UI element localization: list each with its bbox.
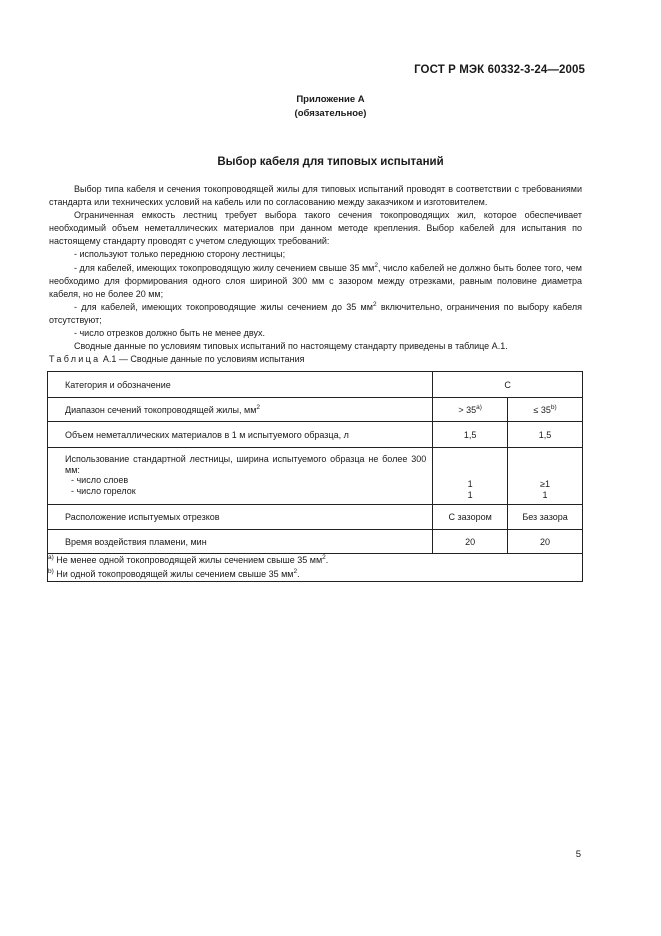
flame-time-label: Время воздействия пламени, мин	[48, 530, 433, 554]
table-row	[48, 398, 583, 422]
appendix-label: Приложение А	[296, 94, 365, 105]
volume-col2: 1,5	[508, 422, 583, 448]
flame-time-col2: 20	[508, 530, 583, 554]
paragraph: Ограниченная емкость лестниц требует выбора такого сечения токопроводящих жил, которое обеспечивает необходимый объем неметаллических материалов при данном методе крепления. Выбор кабелей для испытания по настоящему стандарту проводят с учетом следующих требований:	[49, 210, 582, 247]
table-notes	[48, 554, 583, 582]
text-segment: - для кабелей, имеющих токопроводящую жилу сечением свыше 35 мм	[74, 262, 375, 273]
superscript: 2	[374, 261, 378, 269]
burners-col2: 1	[542, 489, 548, 500]
flame-time-col1: 20	[433, 530, 508, 554]
table-caption	[49, 354, 305, 364]
footnote-b: $^{b)}$ Ни одной токопроводящей жилы сечением свыше 35 $мм^2$.	[48, 567, 300, 579]
section-title: Выбор кабеля для типовых испытаний	[217, 156, 444, 168]
cross-section-label: Диапазон сечений токопроводящей жилы, $мм^2$	[48, 398, 433, 422]
ladder-col1	[433, 448, 508, 505]
layers-col1: 1	[467, 479, 473, 489]
table-row	[48, 422, 583, 448]
table-row	[48, 372, 583, 398]
body-text	[49, 183, 582, 353]
superscript: 2	[372, 300, 377, 308]
volume-label: Объем неметаллических материалов в 1 м испытуемого образца, л	[48, 422, 433, 448]
text-segment: , число кабелей не должно быть более того, чем необходимо для формирования одного слоя шириной 300 мм с зазором между отрезками, равным половине диаметра кабеля, но не более 20 мм;	[49, 262, 582, 299]
list-item: - используют только переднюю сторону лестницы;	[74, 249, 286, 260]
text-segment: включительно, ограничения по выбору кабеля отсутствуют;	[49, 301, 582, 325]
category-label: Категория и обозначение	[48, 372, 433, 398]
table-caption-text: А.1 — Сводные данные по условиям испытания	[100, 354, 305, 364]
arrangement-col2: Без зазора	[508, 505, 583, 530]
cross-section-col2: ≤ $35^{b)}$	[508, 398, 583, 422]
table-caption-word: Таблица	[49, 354, 101, 364]
volume-col1: 1,5	[433, 422, 508, 448]
category-value: C	[433, 372, 583, 398]
arrangement-label: Расположение испытуемых отрезков	[48, 505, 433, 530]
burners-label: - число горелок	[71, 485, 136, 496]
cross-section-col1: > $35^{а)}$	[433, 398, 508, 422]
ladder-label	[48, 448, 433, 505]
appendix-status: (обязательное)	[294, 108, 367, 119]
page-number: 5	[575, 849, 581, 860]
ladder-description: Использование стандартной лестницы, ширина испытуемого образца не более 300 мм:	[65, 454, 427, 475]
text-segment: - для кабелей, имеющих токопроводящие жилы сечением до 35 мм	[74, 301, 373, 312]
layers-label: - число слоев	[71, 475, 129, 485]
table-row	[48, 530, 583, 554]
conditions-table	[47, 371, 583, 582]
ladder-col2	[508, 448, 583, 505]
paragraph: Сводные данные по условиям типовых испытаний по настоящему стандарту приведены в таблице А.1.	[74, 341, 508, 352]
list-item	[49, 301, 582, 327]
footnote-a: $^{а)}$ Не менее одной токопроводящей жилы сечением свыше 35 $мм^2$.	[48, 554, 329, 565]
paragraph: Выбор типа кабеля и сечения токопроводящей жилы для типовых испытаний проводят в соответствии с требованиями стандарта или технических условий на кабель или по согласованию между заказчиком и изготовителем.	[49, 184, 582, 208]
document-code: ГОСТ Р МЭК 60332-3-24—2005	[414, 64, 585, 76]
table-row	[48, 554, 583, 582]
list-item: - число отрезков должно быть не менее двух.	[74, 328, 265, 339]
table-row	[48, 448, 583, 505]
table-row	[48, 505, 583, 530]
list-item	[49, 262, 582, 301]
burners-col1: 1	[467, 489, 473, 500]
arrangement-col1: С зазором	[433, 505, 508, 530]
layers-col2: ≥1	[540, 479, 551, 489]
appendix-heading	[0, 93, 661, 121]
